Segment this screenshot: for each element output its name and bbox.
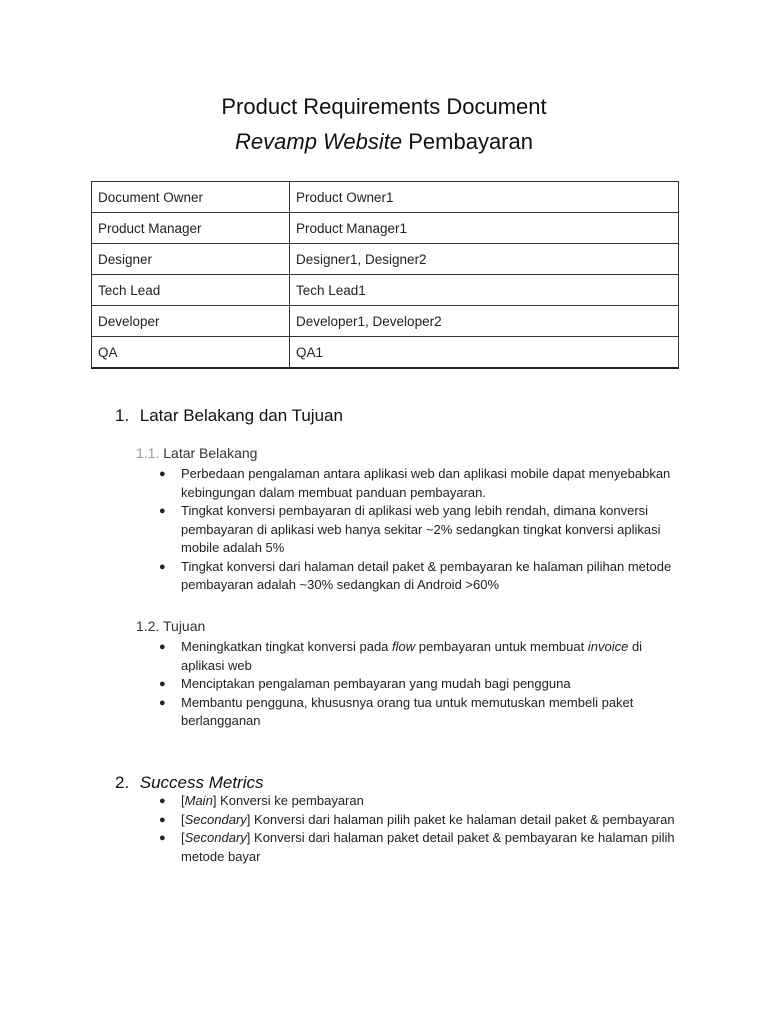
table-row [92,213,679,244]
bullet-icon: ● [159,813,166,826]
text-run: [ [181,793,185,808]
document-subtitle [0,127,768,157]
text-run: Konversi dari halaman pilih paket ke halaman detail paket & pembayaran [250,811,675,827]
table-value: Product Manager1 [290,213,679,244]
table-value: QA1 [290,337,679,369]
goals-list [157,638,682,731]
subtitle-rest: Pembayaran [402,129,533,154]
bullet-icon: ● [159,560,166,573]
list-item-text [181,793,364,808]
list-item-text: Tingkat konversi pembayaran di aplikasi web yang lebih rendah, dimana konversi pembayaran di aplikasi web hanya sekitar ~2% sedangkan tingkat konversi aplikasi mobile adalah 5% [181,503,661,555]
table-value: Designer1, Designer2 [290,244,679,275]
list-item-text [181,812,675,827]
table-key: Developer [92,306,290,337]
text-run-italic: flow [392,639,416,654]
bullet-icon: ● [159,696,166,709]
section-title: Success Metrics [139,773,264,792]
list-item [157,675,682,694]
text-run: ] [246,811,251,827]
table-row [92,306,679,337]
text-run: pembayaran untuk membuat [415,639,588,654]
section-title: Latar Belakang dan Tujuan [139,406,343,425]
text-run: Konversi dari halaman paket detail paket & pembayaran ke halaman pilih metode bayar [181,830,675,864]
table-value: Developer1, Developer2 [290,306,679,337]
list-item-text: Membantu pengguna, khususnya orang tua untuk memutuskan membeli paket berlangganan [181,694,634,728]
metric-tag: Main [184,793,213,808]
bullet-icon: ● [159,832,166,844]
list-item [157,465,682,502]
list-item-text: Tingkat konversi dari halaman detail paket & pembayaran ke halaman pilihan metode pembayaran adalah ~30% sedangkan di Android >60% [181,558,672,592]
subsection-number: 1.2. [136,618,160,634]
subtitle-italic: Revamp Website [235,129,403,154]
list-item [157,694,682,731]
bullet-icon: ● [159,505,166,517]
list-item [157,792,682,811]
text-run: di aplikasi web [181,639,643,673]
list-item [157,558,682,595]
subsection-title: Tujuan [159,618,206,634]
text-run: [ [181,811,185,827]
section-number: 2. [115,773,130,792]
bullet-icon: ● [159,795,166,807]
text-run-italic: invoice [587,639,629,654]
text-run: Konversi ke pembayaran [216,793,364,808]
text-run: [ [181,830,185,845]
table-key: Designer [92,244,290,275]
table-key: Product Manager [92,213,290,244]
subsection-1-1-heading [136,443,257,463]
subsection-number: 1.1. [136,445,160,461]
metrics-list [157,792,682,866]
table-row [92,182,679,213]
list-item-text: Menciptakan pengalaman pembayaran yang mudah bagi pengguna [181,676,571,691]
section-1-heading [115,404,343,428]
table-value: Tech Lead1 [290,275,679,306]
bullet-icon: ● [159,468,166,480]
metric-tag: Secondary [184,830,247,845]
subsection-1-2-heading [136,616,205,636]
table-row [92,275,679,306]
bullet-icon: ● [159,641,166,653]
list-item [157,638,682,675]
document-info-table [91,181,679,369]
list-item [157,502,682,558]
list-item-text: Perbedaan pengalaman antara aplikasi web dan aplikasi mobile dapat menyebabkan kebingungan dalam membuat panduan pembayaran. [181,466,671,500]
text-run: ] [246,830,251,845]
section-number: 1. [115,406,130,425]
table-row [92,337,679,369]
table-key: QA [92,337,290,369]
background-list [157,465,682,595]
list-item-text [181,639,642,673]
bullet-icon: ● [159,678,166,690]
table-value: Product Owner1 [290,182,679,213]
list-item [157,829,682,866]
list-item-text [181,830,675,864]
table-key: Tech Lead [92,275,290,306]
subsection-title: Latar Belakang [159,445,258,461]
text-run: ] [212,793,217,808]
metric-tag: Secondary [184,811,247,827]
table-key: Document Owner [92,182,290,213]
list-item [157,811,682,830]
document-title: Product Requirements Document [221,94,547,119]
text-run: Meningkatkan tingkat konversi pada [181,639,393,654]
table-row [92,244,679,275]
